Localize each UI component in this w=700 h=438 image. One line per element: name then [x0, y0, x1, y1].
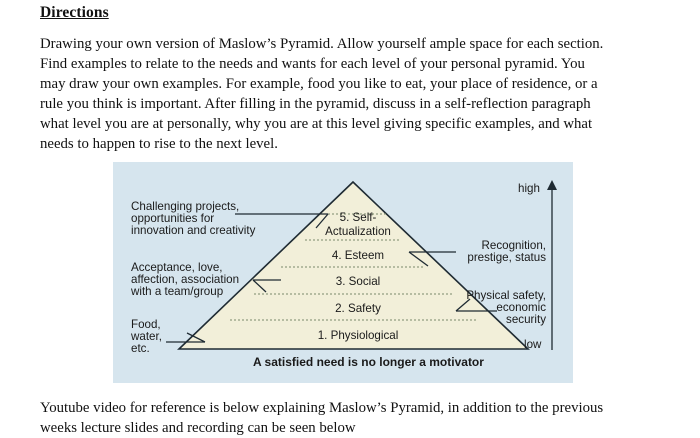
note-physiological: Food, water, etc.	[131, 318, 162, 355]
pyramid-caption: A satisfied need is no longer a motivator	[253, 355, 484, 369]
scale-high-label: high	[518, 182, 540, 195]
maslow-pyramid-figure	[113, 162, 573, 383]
footer-line: Youtube video for reference is below explaining Maslow’s Pyramid, in addition to the previous	[40, 400, 604, 416]
level-5-label: 5. Self- Actualization	[325, 211, 391, 238]
paragraph-line: Drawing your own version of Maslow’s Pyramid. Allow yourself ample space for each section.	[40, 36, 604, 52]
directions-heading: Directions	[40, 4, 109, 21]
level-4-label: 4. Esteem	[331, 249, 385, 262]
level-1-label: 1. Physiological	[317, 329, 399, 342]
scale-arrow-head	[547, 180, 557, 190]
note-self-actualization: Challenging projects, opportunities for innovation and creativity	[131, 200, 256, 237]
note-safety: Physical safety, economic security	[466, 289, 546, 326]
paragraph-line: rule you think is important. After filling in the pyramid, discuss in a self-reflection paragraph	[40, 96, 591, 112]
level-2-label: 2. Safety	[335, 302, 381, 315]
paragraph-line: Find examples to relate to the needs and wants for each level of your personal pyramid. You	[40, 56, 585, 72]
footer-paragraph	[40, 398, 660, 438]
directions-paragraph	[40, 34, 660, 154]
paragraph-line: may draw your own examples. For example, food you like to eat, your place of residence, or a	[40, 76, 598, 92]
note-esteem: Recognition, prestige, status	[467, 239, 546, 264]
note-social: Acceptance, love, affection, association with a team/group	[131, 261, 240, 298]
level-3-label: 3. Social	[335, 275, 381, 288]
paragraph-line: needs to happen to rise to the next level.	[40, 136, 278, 152]
paragraph-line: what level you are at personally, why you are at this level giving specific examples, and what	[40, 116, 593, 132]
scale-low-label: low	[524, 338, 542, 351]
footer-line: weeks lecture slides and recording can be seen below	[40, 420, 356, 436]
